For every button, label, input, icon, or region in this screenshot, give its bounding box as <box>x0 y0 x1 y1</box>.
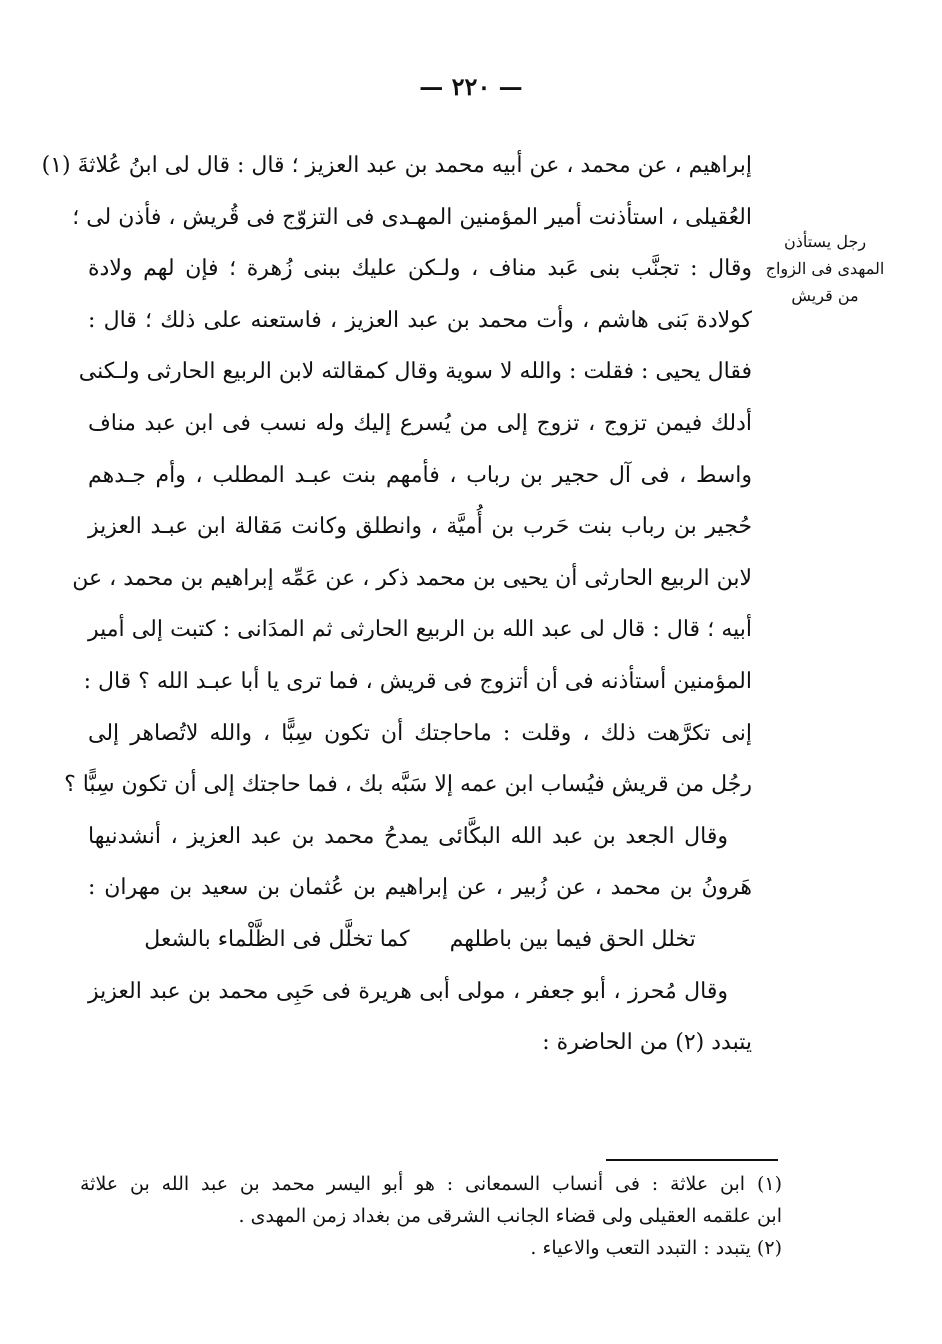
text-line: فقال يحيى : فقلت : والله لا سوية وقال كمقالته لابن الربيع الحارثى ولـكنى <box>78 359 752 385</box>
text-line: أدلك فيمن تزوج ، تزوج إلى من يُسرع إليك وله نسب فى ابن عبد مناف <box>88 410 752 436</box>
footnote-line: (٢) يتبدد : التبدد التعب والاعياء . <box>530 1237 782 1259</box>
text-line: العُقيلى ، استأذنت أمير المؤمنين المهـدى فى التزوّج فى قُريش ، فأذن لى ؛ <box>72 204 752 230</box>
text-line: إنى تكرَّهت ذلك ، وقلت : ماحاجتك أن تكون سِبًّا ، والله لاتُصاهر إلى <box>88 720 752 746</box>
text-line: واسط ، فى آل حجير بن رباب ، فأمهم بنت عبـد المطلب ، وأم جـدهم <box>88 462 752 488</box>
text-line: المؤمنين أستأذنه فى أن أتزوج فى قريش ، فما ترى يا أبا عبـد الله ؟ قال : <box>83 668 752 694</box>
footnotes <box>80 1168 782 1264</box>
text-line: كولادة بَنى هاشم ، وأت محمد بن عبد العزيز ، فاستعنه على ذلك ؛ قال : <box>88 307 753 333</box>
footnote-line: ابن علقمه العقيلى ولى قضاء الجانب الشرقى من بغداد زمن المهدى . <box>238 1205 782 1227</box>
margin-note <box>765 228 885 309</box>
text-line: هَرونُ بن محمد ، عن زُبير ، عن إبراهيم بن عُثمان بن سعيد بن مهران : <box>88 875 752 901</box>
text-line: وقال : تجنَّب بنى عَبد مناف ، ولـكن عليك ببنى زُهرة ؛ فإن لهم ولادة <box>88 256 752 282</box>
text-line: وقال الجعد بن عبد الله البكَّائى يمدحُ محمد بن عبد العزيز ، أنشدنيها <box>88 823 728 849</box>
poem-verse <box>88 914 752 966</box>
text-line: أبيه ؛ قال : قال لى عبد الله بن الربيع الحارثى ثم المدَانى : كتبت إلى أمير <box>88 617 752 643</box>
footnote-divider <box>606 1159 778 1161</box>
text-line: رجُل من قريش فيُساب ابن عمه إلا سَبَّه بك ، فما حاجتك إلى أن تكون سِبًّا ؟ <box>64 772 752 798</box>
text-line: وقال مُحرز ، أبو جعفر ، مولى أبى هريرة فى حَبِى محمد بن عبد العزيز <box>88 978 728 1004</box>
text-line: لابن الربيع الحارثى أن يحيى بن محمد ذكر ، عن عَمِّه إبراهيم بن محمد ، عن <box>72 565 752 591</box>
page-number: — ٢٢٠ — <box>419 72 523 101</box>
text-line: يتبدد (٢) من الحاضرة : <box>542 1030 752 1056</box>
poem-hemistich-left: كما تخلَّل فى الظَّلْماء بالشعل <box>144 926 410 952</box>
poem-hemistich-right: تخلل الحق فيما بين باطلهم <box>449 926 696 952</box>
text-line: حُجير بن رباب بنت حَرب بن أُميَّة ، وانطلق وكانت مَقالة ابن عبـد العزيز <box>88 514 752 540</box>
margin-note-line: المهدى فى الزواج <box>765 259 885 278</box>
margin-note-line: من قريش <box>791 286 859 305</box>
margin-note-line: رجل يستأذن <box>783 232 867 251</box>
footnote-line: (١) ابن علاثة : فى أنساب السمعانى : هو أبو اليسر محمد بن عبد الله بن علاثة <box>80 1173 782 1195</box>
body-text <box>41 140 753 1069</box>
text-line: إبراهيم ، عن محمد ، عن أبيه محمد بن عبد العزيز ؛ قال : قال لى ابنُ عُلاثةَ (١) <box>41 153 752 178</box>
